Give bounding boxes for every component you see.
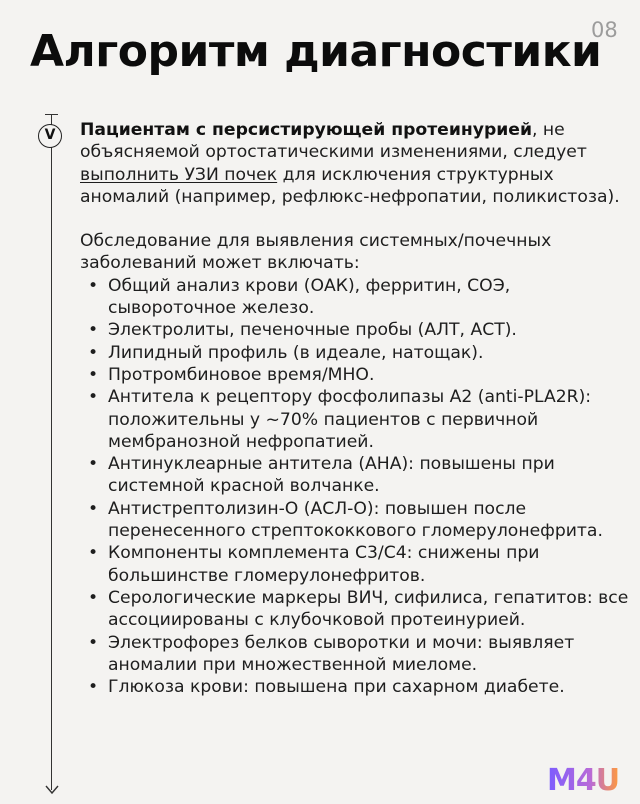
exam-list [80, 275, 632, 699]
m4u-logo-icon [545, 758, 635, 798]
circle-v-icon: V [38, 124, 62, 148]
list-item: • Компоненты комплемента C3/C4: снижены при большинстве гломерулонефритов. [80, 542, 632, 587]
list-item: • Общий анализ крови (ОАК), ферритин, СОЭ, сывороточное железо. [80, 275, 632, 320]
ultrasound-link[interactable]: выполнить УЗИ почек [80, 164, 278, 185]
list-item: • Антинуклеарные антитела (АНА): повышены при системной красной волчанке. [80, 453, 632, 498]
list-item: • Электролиты, печеночные пробы (АЛТ, АСТ). [80, 319, 632, 341]
list-item: • Серологические маркеры ВИЧ, сифилиса, гепатитов: все ассоциированы с клубочковой протеинурией. [80, 587, 632, 632]
list-item: • Антитела к рецептору фосфолипазы A2 (anti-PLA2R): положительны у ~70% пациентов с первичной мембранозной нефропатией. [80, 386, 632, 453]
logo-text: M4U [547, 763, 620, 798]
intro-bold: Пациентам с персистирующей протеинурией [80, 120, 532, 140]
page-number: 08 [591, 18, 618, 42]
intro-text: , не объясняемой ортостатическими изменениями, следует [80, 120, 587, 163]
intro-paragraph [80, 119, 632, 208]
exam-lead: Обследование для выявления системных/почечных заболеваний может включать: [80, 231, 552, 274]
list-item: • Электрофорез белков сыворотки и мочи: выявляет аномалии при множественной миеломе. [80, 632, 632, 677]
intro-rest: для исключения структурных аномалий (например, рефлюкс-нефропатии, поликистоза). [80, 164, 620, 207]
list-item: • Антистрептолизин-О (АСЛ-О): повышен после перенесенного стрептококкового гломерулонефрита. [80, 498, 632, 543]
content-body [80, 119, 632, 698]
arrow-down-icon [43, 782, 61, 796]
list-item: • Протромбиновое время/МНО. [80, 364, 632, 386]
page-title: Алгоритм диагностики [30, 26, 602, 77]
list-item: • Глюкоза крови: повышена при сахарном диабете. [80, 676, 632, 698]
list-item: • Липидный профиль (в идеале, натощак). [80, 342, 632, 364]
timeline-line [51, 114, 52, 790]
